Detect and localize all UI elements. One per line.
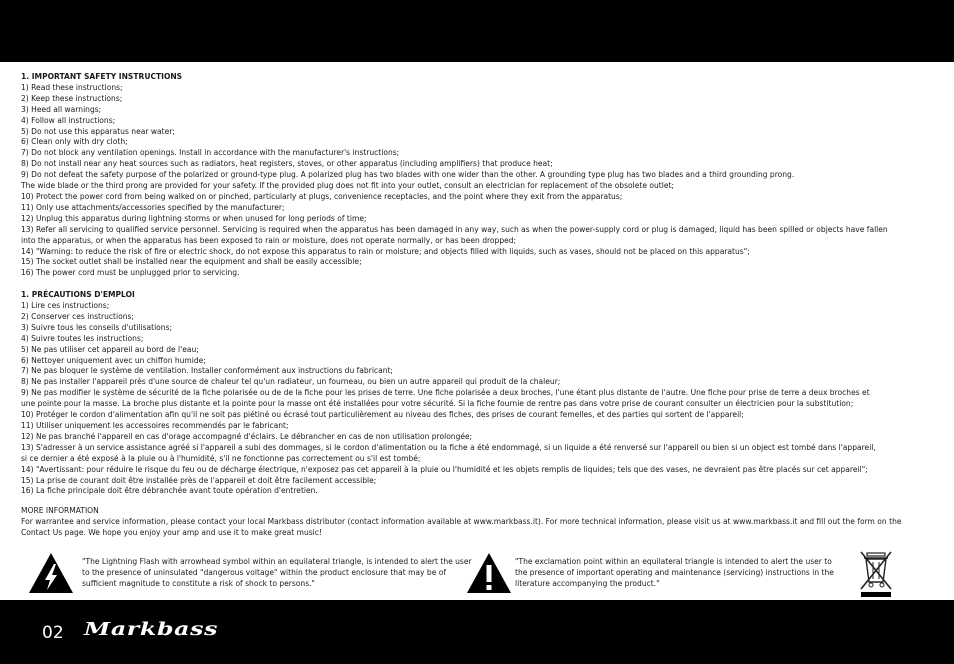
instruction-item: The wide blade or the third prong are provided for your safety. If the provided plug does not fit into your outlet, consult an electrician for replacement of the obsolete outlet; <box>21 181 674 191</box>
instruction-item: 8) Do not install near any heat sources such as radiators, heat registers, stoves, or other apparatus (including amplifiers) that produce heat; <box>21 159 553 169</box>
instruction-item: 10) Protéger le cordon d'alimentation afin qu'il ne soit pas piétiné ou écrasé tout particulièrement au niveau des fiches, des prises de courant femelles, et des parties qui sortent de l'appareil; <box>21 410 744 420</box>
instruction-item: 15) La prise de courant doit être installée près de l'appareil et doit être facilement accessible; <box>21 475 377 485</box>
more-info-title: MORE INFORMATION <box>21 506 99 516</box>
instruction-item: 6) Clean only with dry cloth; <box>21 137 128 147</box>
header-bar <box>0 0 954 62</box>
instruction-item: 2) Keep these instructions; <box>21 93 123 103</box>
instruction-item: 16) The power cord must be unplugged prior to servicing. <box>21 268 240 278</box>
page-number: 02 <box>42 623 64 643</box>
instruction-item: into the apparatus, or when the apparatus has been exposed to rain or moisture, does not operate normally, or has been dropped; <box>21 235 517 245</box>
instruction-item: 11) Only use attachments/accessories specified by the manufacturer; <box>21 202 285 212</box>
exclamation-warning-icon <box>466 552 512 594</box>
lightning-warning-icon <box>28 552 74 594</box>
instruction-item: 11) Utiliser uniquement les accessoires recommendés par le fabricant; <box>21 420 289 430</box>
instruction-item: 1) Lire ces instructions; <box>21 301 110 311</box>
instruction-item: 7) Ne pas bloquer le système de ventilation. Installer conformément aux instructions du fabricant; <box>21 366 393 376</box>
instruction-item: si ce dernier a été exposé à la pluie ou à l'humidité, s'il ne fonctionne pas correctement ou s'il est tombé; <box>21 453 421 463</box>
section-title-fr: 1. PRÉCAUTIONS D'EMPLOI <box>21 290 135 300</box>
instruction-item: 4) Follow all instructions; <box>21 115 116 125</box>
exclamation-notice-text: "The exclamation point within an equilateral triangle is intended to alert the user to the presence of important operating and maintenance (servicing) instructions in the literature accompanying the product." <box>515 557 834 588</box>
lightning-notice-text: "The Lightning Flash with arrowhead symbol within an equilateral triangle, is intended to alert the user to the presence of uninsulated "dangerous voltage" within the product enclosure that may be of sufficient magnitude to constitute a risk of shock to persons." <box>82 557 472 588</box>
instruction-item: 12) Ne pas branché l'appareil en cas d'orage accompagné d'éclairs. Le débrancher en cas de non utilisation prolongée; <box>21 431 473 441</box>
instruction-item: 8) Ne pas installer l'appareil près d'une source de chaleur tel qu'un radiateur, un fourneau, ou bien un autre appareil qui produit de la chaleur; <box>21 377 561 387</box>
instruction-item: 2) Conserver ces instructions; <box>21 311 134 321</box>
instruction-item: 4) Suivre toutes les instructions; <box>21 333 144 343</box>
instruction-item: 13) S'adresser à un service assistance agréé si l'appareil a subi des dommages, si le cordon d'alimentation ou la fiche a été endommagé, si un liquide a été renversé sur l'appareil ou bien si un object est tombé dans l'appareil, <box>21 442 876 452</box>
crossed-out-bin-icon <box>856 549 896 599</box>
instruction-item: 13) Refer all servicing to qualified service personnel. Servicing is required when the apparatus has been damaged in any way, such as when the power-supply cord or plug is damaged, liquid has been spilled or objects have fallen <box>21 224 888 234</box>
instruction-item: 3) Suivre tous les conseils d'utilisations; <box>21 322 173 332</box>
instruction-item: 14) "Warning: to reduce the risk of fire or electric shock, do not expose this apparatus to rain or moisture; and objects filled with liquids, such as vases, should not be placed on this apparatus"; <box>21 246 750 256</box>
document-body <box>21 72 906 539</box>
instruction-item: 16) La fiche principale doit être débranchée avant toute opération d'entretien. <box>21 486 318 496</box>
instruction-item: 10) Protect the power cord from being walked on or pinched, particularly at plugs, convenience receptacles, and the point where they exit from the apparatus; <box>21 191 623 201</box>
instruction-item: 1) Read these instructions; <box>21 82 123 92</box>
instruction-item: 5) Do not use this apparatus near water; <box>21 126 175 136</box>
instruction-item: 15) The socket outlet shall be installed near the equipment and shall be easily accessible; <box>21 257 362 267</box>
more-info-body: For warrantee and service information, please contact your local Markbass distributor (contact information available at www.markbass.it). For more technical information, please visit us at www.markbass.it and fill out the form on the Contact Us page. We hope you enjoy your amp and use it to make great music! <box>21 517 902 538</box>
brand-logo: Markbass <box>84 620 219 640</box>
instruction-item: 3) Heed all warnings; <box>21 104 102 114</box>
instruction-item: 14) "Avertissant: pour réduire le risque du feu ou de décharge électrique, n'exposez pas cet appareil à la pluie ou l'humidité et les objets remplis de liquides; tels que des vases, ne devraient pas être placés sur cet appareil"; <box>21 464 868 474</box>
instructions-en <box>21 83 906 279</box>
instruction-item: une pointe pour la masse. La broche plus distante et la pointe pour la masse ont été installées pour votre sécurité. Si la fiche fournie de rentre pas dans votre prise de courant consulter un électricien pour la substitution; <box>21 399 854 409</box>
instruction-item: 12) Unplug this apparatus during lightning storms or when unused for long periods of time; <box>21 213 367 223</box>
instruction-item: 9) Ne pas modifier le système de sécurité de la fiche polarisée ou de de la fiche pour les prises de terre. Une fiche polarisée a deux broches, l'une étant plus distante de l'autre. Une fiche pour prise de terre a deux broches et <box>21 388 870 398</box>
instructions-fr <box>21 301 906 497</box>
instruction-item: 5) Ne pas utiliser cet appareil au bord de l'eau; <box>21 344 199 354</box>
instruction-item: 7) Do not block any ventilation openings. Install in accordance with the manufacturer's instructions; <box>21 148 400 158</box>
instruction-item: 9) Do not defeat the safety purpose of the polarized or ground-type plug. A polarized plug has two blades with one wider than the other. A grounding type plug has two blades and a third grounding prong. <box>21 170 795 180</box>
section-title-en: 1. IMPORTANT SAFETY INSTRUCTIONS <box>21 72 183 81</box>
instruction-item: 6) Nettoyer uniquement avec un chiffon humide; <box>21 355 206 365</box>
